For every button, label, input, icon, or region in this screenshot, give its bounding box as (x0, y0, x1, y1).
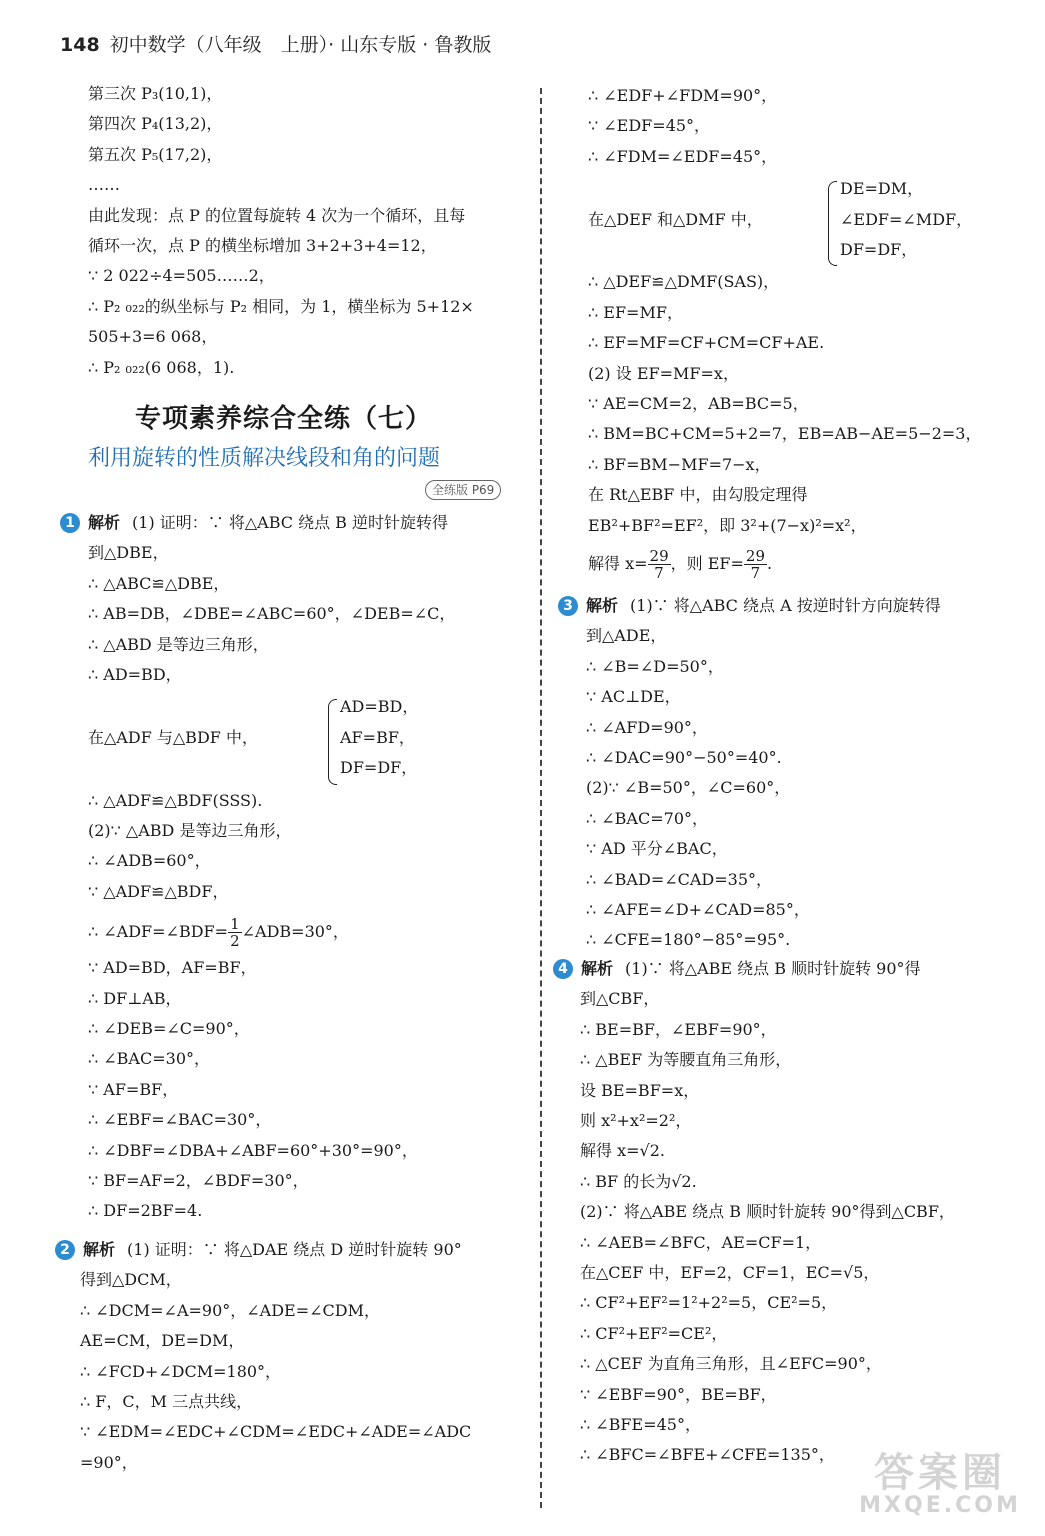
text-line: (2)∵ △ABD 是等边三角形， (88, 821, 292, 840)
text-line: ∴ ∠EDF+∠FDM=90°， (588, 86, 778, 105)
text-line: ∴ ∠DBF=∠DBA+∠ABF=60°+30°=90°， (88, 1140, 418, 1160)
fraction-line: ∴ ∠ADF=∠BDF= $\frac{1}{2}$ ∠ADB=30°， (88, 915, 349, 951)
text-line: 第三次 P₃(10,1)， (88, 84, 223, 103)
text-line: ∴ △ADF≌△BDF(SSS). (88, 790, 263, 810)
system-equation: DE=DM， (840, 179, 924, 199)
text-line: ∴ ∠AFD=90°， (586, 717, 708, 737)
text-line: ∴ ∠AEB=∠BFC，AE=CF=1， (580, 1232, 822, 1252)
text-line: 第五次 P₅(17,2)， (88, 144, 223, 164)
text-line: ∴ P₂ ₀₂₂的纵坐标与 P₂ 相同，为 1，横坐标为 5+12× (88, 296, 474, 316)
brace-symbol (328, 699, 337, 784)
text-line: AE=CM，DE=DM， (80, 1331, 245, 1351)
text-line: ∴ ∠AFE=∠D+∠CAD=85°， (586, 900, 810, 919)
watermark-logo (855, 1452, 1025, 1522)
system-equation: AD=BD， (340, 697, 419, 717)
text-line: ∵ ∠EBF=90°，BE=BF， (580, 1384, 777, 1404)
question-head (558, 594, 941, 618)
system-equation: AF=BF， (340, 727, 415, 747)
text-line: ∵ 2 022÷4=505……2， (88, 266, 275, 286)
text-line: 在 Rt△EBF 中，由勾股定理得 (588, 485, 808, 505)
text-line: ∴ ∠B=∠D=50°， (586, 656, 724, 676)
text-line: 循环一次，点 P 的横坐标增加 3+2+3+4=12， (88, 236, 437, 255)
system-prefix: 在△ADF 与△BDF 中， (88, 727, 258, 747)
text-line: ∴ ∠FDM=∠EDF=45°， (588, 146, 778, 166)
watermark-text: 答案圈 (874, 1450, 1006, 1496)
text-line: ∴ ∠FCD+∠DCM=180°， (80, 1361, 282, 1381)
text-line: ∵ ∠EDM=∠EDC+∠CDM=∠EDC+∠ADE=∠ADC (80, 1422, 472, 1442)
text-line: ∴ ∠BAC=70°， (586, 808, 708, 828)
question-number-badge: 3 (558, 596, 578, 616)
text-line: (1) 证明：∵ 将△ABC 绕点 B 逆时针旋转得 (132, 513, 449, 532)
text-line: ∵ ∠EDF=45°， (588, 116, 711, 136)
system-equation: DF=DF， (340, 758, 418, 778)
text-line: ∵ △ADF≌△BDF， (88, 881, 229, 901)
text-line: ∵ AD 平分∠BAC， (586, 839, 728, 859)
text-line: ∴ △DEF≌△DMF(SAS)， (588, 272, 780, 292)
text-line: 到△CBF， (580, 989, 660, 1009)
text-line: ∴ ∠DEB=∠C=90°， (88, 1019, 250, 1038)
text-line: ∴ BF 的长为√2. (580, 1171, 697, 1191)
text-line: 则 x²+x²=2²， (580, 1111, 692, 1130)
text-line: ∴ AB=DB，∠DBE=∠ABC=60°，∠DEB=∠C， (88, 604, 456, 624)
fraction-line: 解得 x= $\frac{29}{7}$ ，则 EF= $\frac{29}{7}$ . (588, 547, 773, 582)
question-head (60, 511, 448, 535)
text-line: ∴ ∠DCM=∠A=90°，∠ADE=∠CDM， (80, 1300, 380, 1320)
text-line: ∴ ∠ADB=60°， (88, 851, 211, 871)
text-line: …… (88, 175, 120, 195)
text-line: 得到△DCM， (80, 1270, 182, 1290)
text-line: ∴ △BEF 为等腰直角三角形， (580, 1050, 792, 1070)
text-line: ∴ P₂ ₀₂₂(6 068，1). (88, 357, 235, 377)
text-line: ∴ EF=MF， (588, 302, 683, 322)
question-number-badge: 4 (553, 959, 573, 979)
column-divider (540, 88, 542, 1508)
text-line: ∴ △CEF 为直角三角形，且∠EFC=90°， (580, 1354, 882, 1374)
text-line: ∴ ∠CFE=180°−85°=95°. (586, 930, 791, 950)
analysis-label: 解析 (581, 959, 614, 978)
text-line: (2) 设 EF=MF=x， (588, 363, 739, 383)
system-prefix: 在△DEF 和△DMF 中， (588, 209, 763, 229)
text-line: =90°， (80, 1452, 138, 1472)
text-line: (2)∵ 将△ABE 绕点 B 顺时针旋转 90°得到△CBF， (580, 1202, 955, 1222)
text-line: ∴ BF=BM−MF=7−x， (588, 454, 771, 474)
text-line: ∵ AE=CM=2，AB=BC=5， (588, 394, 809, 413)
text-line: ∴ BE=BF，∠EBF=90°， (580, 1019, 777, 1039)
page-number: 148 (60, 34, 100, 56)
text-line: ∴ △ABC≌△DBE， (88, 573, 230, 593)
text-line: ∴ AD=BD， (88, 665, 182, 684)
text-line: ∴ BM=BC+CM=5+2=7，EB=AB−AE=5−2=3， (588, 424, 982, 444)
text-line: ∴ EF=MF=CF+CM=CF+AE. (588, 333, 825, 353)
text-line: 由此发现：点 P 的位置每旋转 4 次为一个循环，且每 (88, 205, 466, 225)
text-line: ∴ CF²+EF²=CE²， (580, 1323, 728, 1343)
text-line: ∴ ∠BFC=∠BFE+∠CFE=135°， (580, 1445, 835, 1465)
text-line: 第四次 P₄(13,2)， (88, 114, 223, 134)
text-line: ∵ AD=BD，AF=BF， (88, 958, 257, 978)
text-line: 505+3=6 068， (88, 327, 218, 347)
text-line: ∴ ∠BAC=30°， (88, 1049, 210, 1069)
question-number-badge: 1 (60, 513, 80, 533)
text-line: ∴ CF²+EF²=1²+2²=5，CE²=5， (580, 1293, 838, 1313)
text-line: ∵ AC⊥DE， (586, 687, 681, 707)
text-line: ∴ F，C，M 三点共线， (80, 1392, 253, 1411)
text-line: EB²+BF²=EF²，即 3²+(7−x)²=x²， (588, 515, 867, 535)
analysis-label: 解析 (586, 596, 619, 615)
text-line: ∵ BF=AF=2，∠BDF=30°， (88, 1171, 309, 1190)
text-line: (1)∵ 将△ABC 绕点 A 按逆时针方向旋转得 (630, 596, 941, 615)
system-equation: DF=DF， (840, 240, 918, 259)
text-line: 到△ADE， (586, 626, 667, 646)
section-title: 专项素养综合全练（七） (135, 404, 433, 434)
text-line: ∴ ∠DAC=90°−50°=40°. (586, 748, 782, 767)
text-line: ∴ ∠BAD=∠CAD=35°， (586, 869, 773, 889)
brace-symbol (828, 181, 837, 266)
fraction: $\frac{29}{7}$ (745, 547, 765, 582)
book-title: 初中数学（八年级 上册）· 山东专版 · 鲁教版 (109, 34, 492, 56)
text-line: ∵ AF=BF， (88, 1079, 179, 1099)
text-line: ∴ ∠BFE=45°， (580, 1415, 701, 1434)
analysis-label: 解析 (83, 1240, 116, 1259)
analysis-label: 解析 (88, 513, 121, 532)
question-head (55, 1238, 462, 1262)
text-line: 解得 x=√2. (580, 1141, 665, 1161)
question-head (553, 957, 921, 981)
text-line: (2)∵ ∠B=50°，∠C=60°， (586, 778, 791, 798)
watermark-url: MXQE.COM (859, 1493, 1021, 1518)
reference-tag: 全练版 P69 (425, 480, 501, 500)
text-line: (1)∵ 将△ABE 绕点 B 顺时针旋转 90°得 (625, 959, 921, 978)
system-equation: ∠EDF=∠MDF， (840, 209, 973, 229)
text-line: (1) 证明：∵ 将△DAE 绕点 D 逆时针旋转 90° (127, 1240, 462, 1259)
question-number-badge: 2 (55, 1240, 75, 1260)
text-line: ∴ DF=2BF=4. (88, 1201, 203, 1221)
section-subtitle: 利用旋转的性质解决线段和角的问题 (88, 446, 441, 471)
fraction: $\frac{29}{7}$ (649, 547, 669, 582)
text-line: 设 BE=BF=x， (580, 1080, 700, 1100)
text-line: ∴ DF⊥AB， (88, 988, 182, 1008)
text-line: ∴ ∠EBF=∠BAC=30°， (88, 1110, 272, 1130)
text-line: ∴ △ABD 是等边三角形， (88, 634, 269, 654)
text-line: 到△DBE， (88, 543, 169, 563)
fraction: $\frac{1}{2}$ (230, 915, 240, 951)
text-line: 在△CEF 中，EF=2，CF=1，EC=√5， (580, 1263, 880, 1282)
page-header (60, 30, 491, 57)
